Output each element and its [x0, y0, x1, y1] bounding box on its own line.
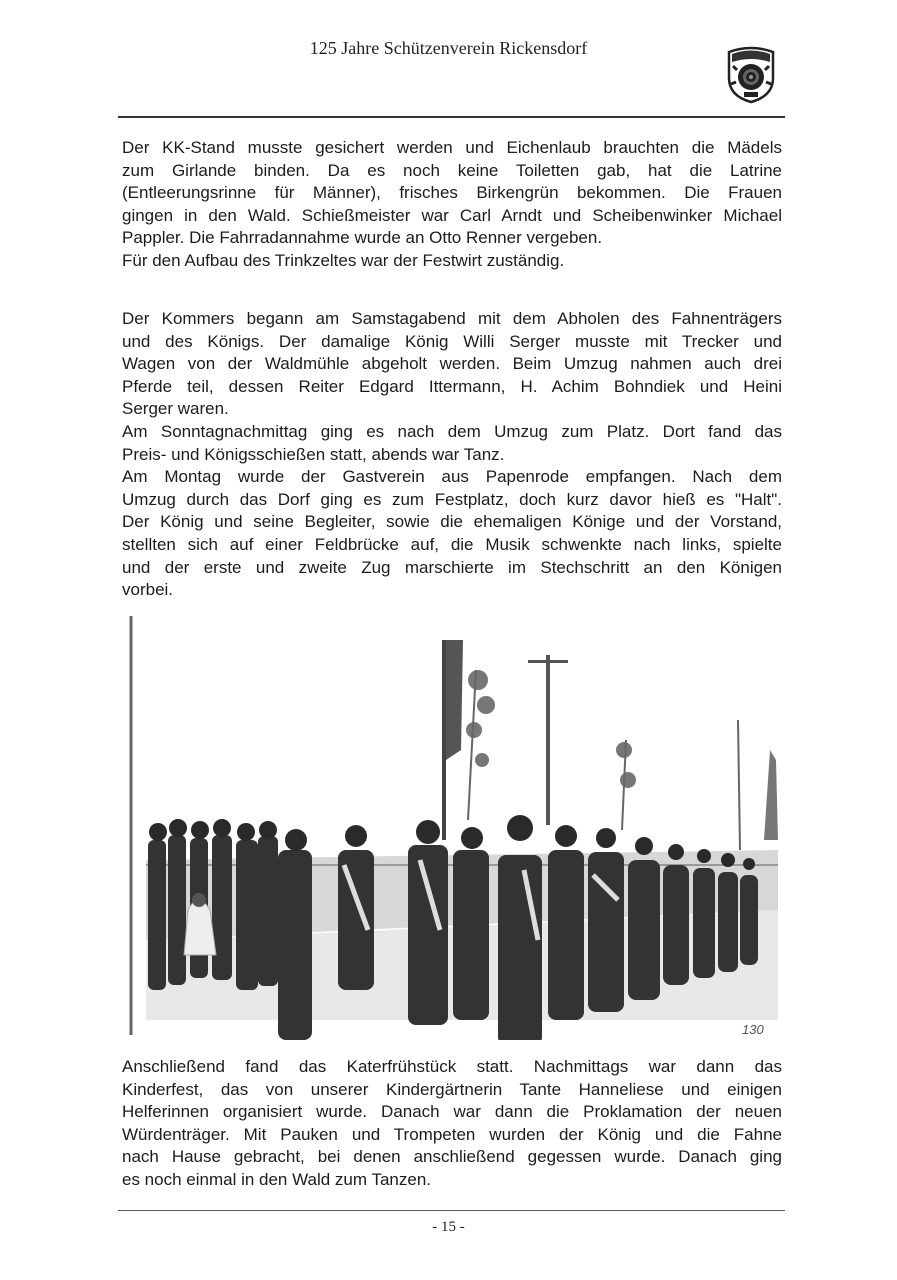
text-line: (Entleerungsrinne für Männer), frisches Birkengrün bekommen. Die Frauen	[122, 183, 782, 203]
text-line: vorbei.	[122, 580, 174, 600]
header-divider	[118, 116, 785, 118]
paragraph-3	[122, 1056, 782, 1192]
text-line: Für den Aufbau des Trinkzeltes war der Festwirt zuständig.	[122, 250, 565, 270]
text-line: Wagen von der Waldmühle abgeholt werden. Beim Umzug nahmen auch drei	[122, 354, 782, 374]
text-line: Pappler. Die Fahrradannahme wurde an Otto Renner vergeben.	[122, 228, 603, 248]
text-line: und der erste und zweite Zug marschierte im Stechschritt an den Königen	[122, 557, 782, 577]
paragraph-2	[122, 308, 782, 602]
text-line: zum Girlande binden. Da es noch keine Toiletten gab, hat die Latrine	[122, 160, 782, 180]
text-line: Pferde teil, dessen Reiter Edgard Ittermann, H. Achim Bohndiek und Heini	[122, 376, 782, 396]
text-line: Am Sonntagnachmittag ging es nach dem Umzug zum Platz. Dort fand das	[122, 421, 782, 441]
page-number: - 15 -	[432, 1219, 465, 1235]
text-line: stellten sich auf einer Feldbrücke auf, die Musik schwenkte nach links, spielte	[122, 534, 782, 554]
text-line: Helferinnen organisiert wurde. Danach war dann die Proklamation der neuen	[122, 1102, 782, 1122]
parade-photo	[128, 610, 788, 1040]
text-line: Serger waren.	[122, 399, 229, 419]
text-line: Der Kommers begann am Samstagabend mit dem Abholen des Fahnenträgers	[122, 309, 782, 328]
photo-number: 130	[742, 1022, 764, 1037]
text-line: nach Hause gebracht, bei denen anschließend gegessen wurde. Danach ging	[122, 1147, 782, 1167]
text-line: Preis- und Königsschießen statt, abends war Tanz.	[122, 444, 505, 464]
header-title: 125 Jahre Schützenverein Rickensdorf	[309, 38, 588, 58]
text-line: Der König und seine Begleiter, sowie die ehemaligen Könige und der Vorstand,	[122, 512, 782, 532]
footer-divider	[118, 1210, 785, 1211]
text-line: Anschließend fand das Katerfrühstück statt. Nachmittags war dann das	[122, 1057, 782, 1076]
text-line: und des Königs. Der damalige König Willi Serger musste mit Trecker und	[122, 331, 782, 351]
paragraph-1	[122, 137, 782, 273]
text-line: Kinderfest, das von unserer Kindergärtnerin Tante Hanneliese und einigen	[122, 1079, 782, 1099]
text-line: Am Montag wurde der Gastverein aus Papenrode empfangen. Nach dem	[122, 467, 782, 487]
club-crest-icon	[723, 44, 779, 104]
text-line: Der KK-Stand musste gesichert werden und Eichenlaub brauchten die Mädels	[122, 138, 782, 157]
text-line: Umzug durch das Dorf ging es zum Festplatz, doch kurz davor hieß es "Halt".	[122, 489, 782, 509]
text-line: es noch einmal in den Wald zum Tanzen.	[122, 1169, 432, 1189]
text-line: gingen in den Wald. Schießmeister war Carl Arndt und Scheibenwinker Michael	[122, 205, 782, 225]
text-line: Würdenträger. Mit Pauken und Trompeten wurden der König und die Fahne	[122, 1124, 782, 1144]
